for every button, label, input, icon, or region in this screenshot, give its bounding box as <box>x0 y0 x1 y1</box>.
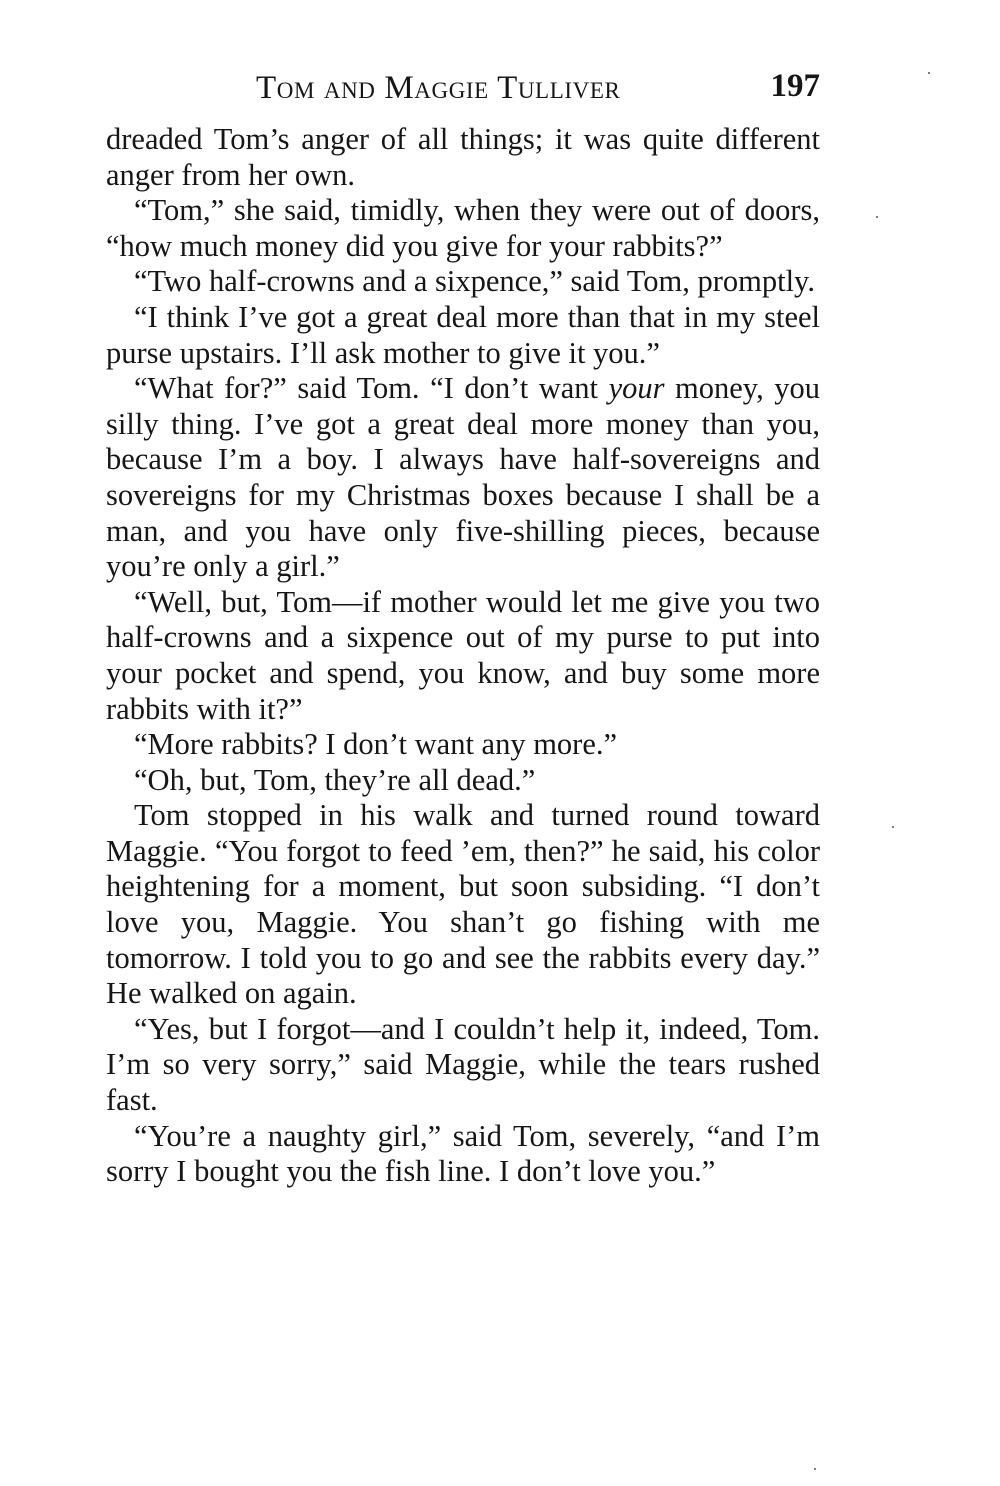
page-header <box>106 62 820 112</box>
paragraph: “Two half-crowns and a sixpence,” said Tom, promptly. <box>134 264 815 299</box>
paragraph: “Well, but, Tom—if mother would let me give you two half-crowns and a sixpence out of my purse to put into your pocket and spend, you know, and buy some more rabbits with it?” <box>106 584 820 726</box>
paragraph: “Yes, but I forgot—and I couldn’t help it, indeed, Tom. I’m so very sorry,” said Maggie, while the tears rushed fast. <box>106 1011 820 1118</box>
paragraph: “Tom,” she said, timidly, when they were out of doors, “how much money did you give for your rabbits?” <box>106 193 820 263</box>
body-text <box>106 122 820 1190</box>
paragraph: “Oh, but, Tom, they’re all dead.” <box>134 762 536 797</box>
running-title: Tom and Maggie Tulliver <box>256 70 621 106</box>
paragraph: “More rabbits? I don’t want any more.” <box>134 727 618 762</box>
paragraph-text-after-emphasis: money, you silly thing. I’ve got a great deal more money than you, because I’m a boy. I always have half-sovereigns and sovereigns for my Christmas boxes because I shall be a man, and you have only five-shilling pieces, because you’re only a girl.” <box>106 371 821 584</box>
paragraph: dreaded Tom’s anger of all things; it was quite different anger from her own. <box>106 122 820 192</box>
paragraph: Tom stopped in his walk and turned round toward Maggie. “You forgot to feed ’em, then?” he said, his color heightening for a moment, but soon subsiding. “I don’t love you, Maggie. You shan’t go fishing with me tomorrow. I told you to go and see the rabbits every day.” He walked on again. <box>106 798 820 1011</box>
paper-speck <box>876 216 878 218</box>
book-page <box>106 62 820 1190</box>
paragraph <box>106 371 820 585</box>
paragraph: “I think I’ve got a great deal more than that in my steel purse upstairs. I’ll ask mother to give it you.” <box>106 299 820 370</box>
paper-speck <box>928 72 930 74</box>
paragraph-text-before-emphasis: “What for?” said Tom. “I don’t want <box>134 371 609 406</box>
emphasized-word: your <box>608 371 665 406</box>
paragraph: “You’re a naughty girl,” said Tom, severely, “and I’m sorry I bought you the fish line. I don’t love you.” <box>106 1118 820 1189</box>
page-number: 197 <box>770 68 820 104</box>
paper-speck <box>892 826 894 828</box>
paper-speck <box>814 1468 816 1470</box>
